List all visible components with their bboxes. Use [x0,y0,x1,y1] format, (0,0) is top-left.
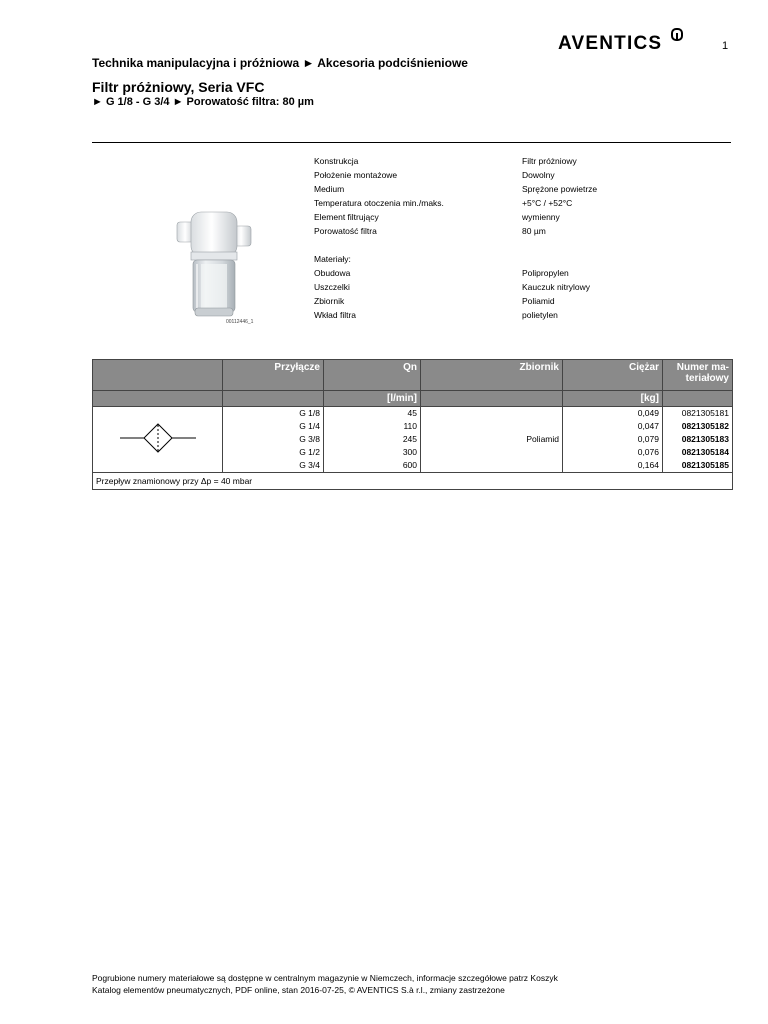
spec-value: Sprężone powietrze [522,184,598,194]
spec-label: Medium [314,184,345,194]
unit-cell [663,391,733,407]
weight-cell: 0,076 [563,446,663,459]
vacuum-filter-product-icon [175,208,255,320]
unit-cell [421,391,563,407]
spec-value: Filtr próżniowy [522,156,577,166]
weight-cell: 0,049 [563,407,663,421]
footer-copyright: Katalog elementów pneumatycznych, PDF online, stan 2016-07-25, © AVENTICS S.à r.l., zmiany zastrzeżone [92,985,505,995]
page-subtitle: ► G 1/8 - G 3/4 ► Porowatość filtra: 80 µm [92,96,314,108]
col-header-part-number: Numer ma- teriałowy [663,360,733,391]
unit-weight: [kg] [563,391,663,407]
col-header-port: Przyłącze [223,360,324,391]
table-row [93,407,733,421]
table-note-row [93,473,733,490]
spec-label: Element filtrujący [314,212,379,222]
spec-label: Położenie montażowe [314,170,398,180]
spec-label: Temperatura otoczenia min./maks. [314,198,444,208]
spec-value: 80 µm [522,226,546,236]
material-label: Obudowa [314,268,351,278]
weight-cell: 0,047 [563,420,663,433]
logo-mark-icon [672,29,682,40]
logo-text: AVENTICS [558,33,663,54]
material-value: polietylen [522,310,558,320]
port-cell: G 1/4 [223,420,324,433]
material-value: Polipropylen [522,268,569,278]
spec-value: wymienny [522,212,560,222]
material-label: Wkład filtra [314,310,357,320]
qn-cell: 45 [324,407,421,421]
col-header-container: Zbiornik [421,360,563,391]
page-number: 1 [722,40,729,52]
weight-cell: 0,164 [563,459,663,473]
part-number-cell: 0821305182 [663,420,733,433]
unit-cell [93,391,223,407]
spec-value: +5°C / +52°C [522,198,573,208]
spec-label: Porowatość filtra [314,226,377,236]
material-value: Kauczuk nitrylowy [522,282,591,292]
unit-cell [223,391,324,407]
qn-cell: 110 [324,420,421,433]
qn-cell: 245 [324,433,421,446]
materials-heading: Materiały: [314,254,351,264]
col-header-qn: Qn [324,360,421,391]
footer-note: Pogrubione numery materiałowe są dostępne w centralnym magazynie w Niemczech, informacje szczegółowe patrz Koszyk [92,973,558,983]
qn-cell: 600 [324,459,421,473]
part-number-cell: 0821305183 [663,433,733,446]
weight-cell: 0,079 [563,433,663,446]
part-number-cell: 0821305181 [663,407,733,421]
port-cell: G 3/8 [223,433,324,446]
material-label: Zbiornik [314,296,345,306]
col-header-weight: Ciężar [563,360,663,391]
filter-symbol-icon [118,418,198,458]
aventics-logo [556,28,686,54]
material-value: Poliamid [522,296,555,306]
part-number-cell: 0821305185 [663,459,733,473]
qn-cell: 300 [324,446,421,459]
page-title: Filtr próżniowy, Seria VFC [92,79,265,95]
image-caption: 00112446_1 [226,319,254,325]
spec-label: Konstrukcja [314,156,359,166]
port-cell: G 1/2 [223,446,324,459]
symbol-cell [93,407,223,473]
unit-qn: [l/min] [324,391,421,407]
container-cell: Poliamid [421,407,563,473]
product-table [92,359,732,490]
material-label: Uszczelki [314,282,350,292]
col-header-symbol [93,360,223,391]
breadcrumb: Technika manipulacyjna i próżniowa ► Akcesoria podciśnieniowe [92,56,468,70]
divider [92,142,731,143]
table-note: Przepływ znamionowy przy Δp = 40 mbar [93,473,733,490]
spec-value: Dowolny [522,170,555,180]
port-cell: G 1/8 [223,407,324,421]
part-number-cell: 0821305184 [663,446,733,459]
port-cell: G 3/4 [223,459,324,473]
